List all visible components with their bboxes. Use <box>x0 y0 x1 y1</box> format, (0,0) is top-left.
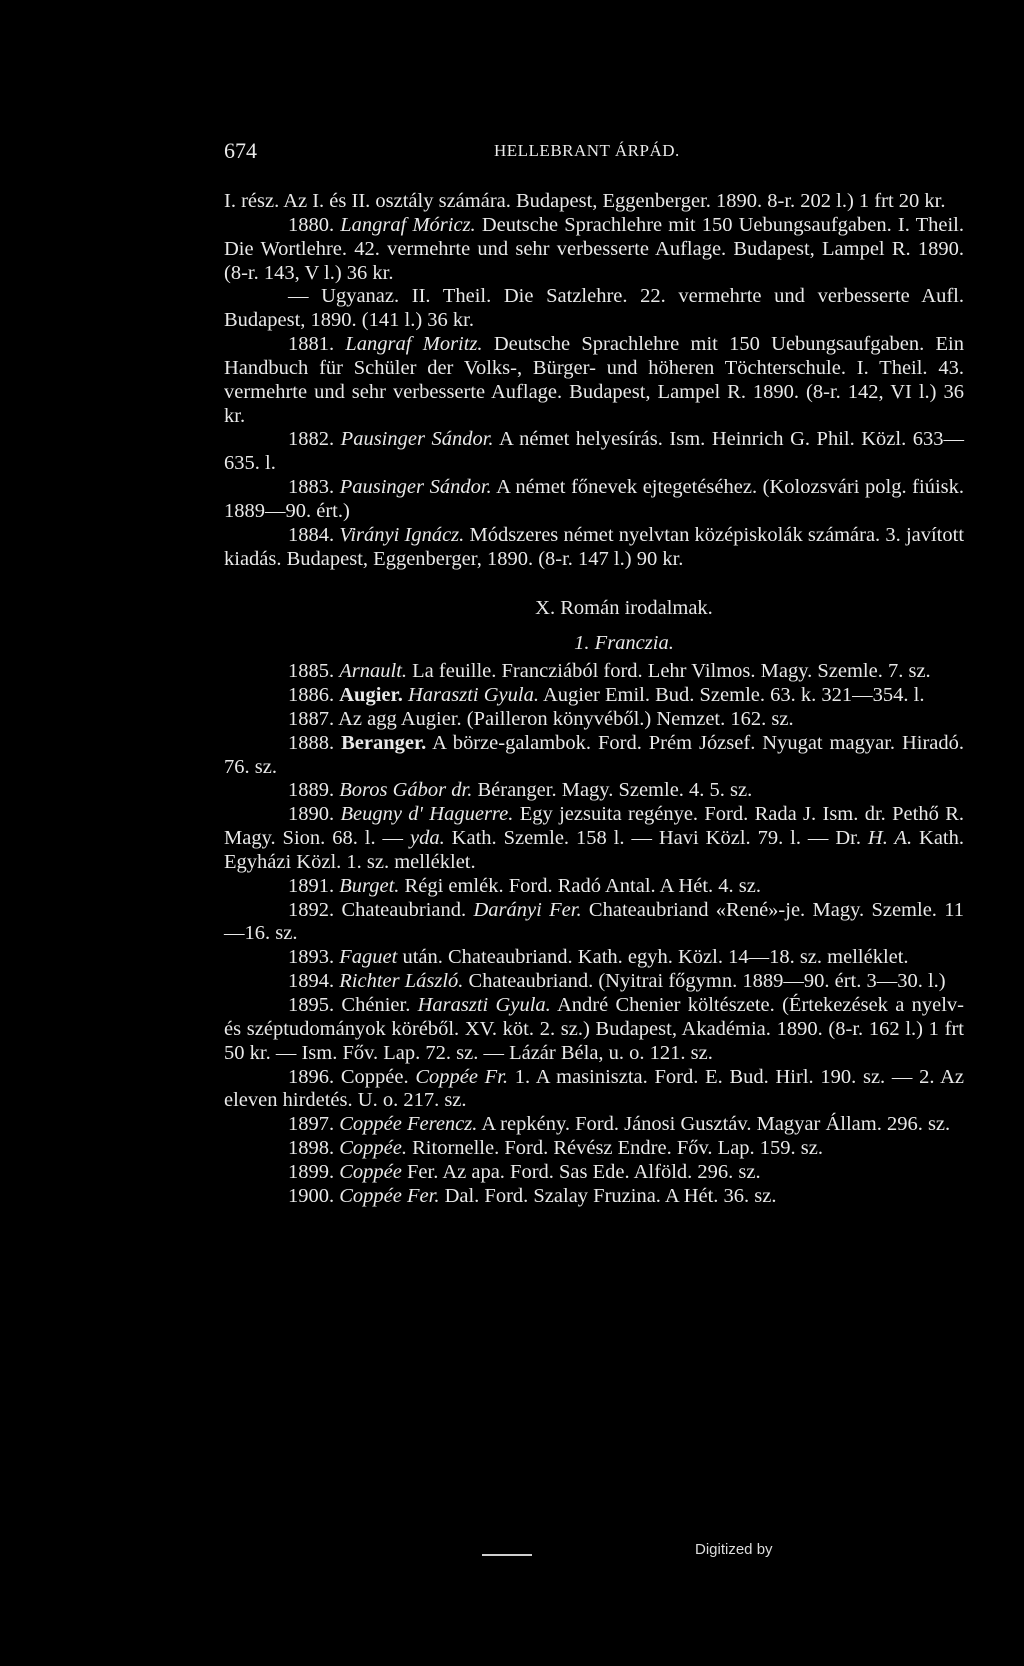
entry-1899: 1899. Coppée Fer. Az apa. Ford. Sas Ede. Alföld. 296. sz. <box>288 1160 761 1183</box>
entry-1885: 1885. Arnault. La feuille. Francziából ford. Lehr Vilmos. Magy. Szemle. 7. sz. <box>288 660 931 683</box>
subsection-title: 1. Franczia. <box>574 632 674 655</box>
entry-1892: 1892. Chateaubriand. Darányi Fer. Chateaubriand «René»-je. Magy. Szemle. 11—16. sz. <box>224 898 965 945</box>
footer-rule <box>482 1554 532 1556</box>
entry-1880: 1880. Langraf Móricz. Deutsche Sprachlehre mit 150 Uebungsaufgaben. I. Theil. Die Wortlehre. 42. vermehrte und sehr verbesserte Auflage. Budapest, Lampel R. 1890. (8-r. 143, V l.) 36 kr. <box>224 213 965 284</box>
entry-1893: 1893. Faguet után. Chateaubriand. Kath. egyh. Közl. 14—18. sz. melléklet. <box>288 946 909 969</box>
entry-1898: 1898. Coppée. Ritornelle. Ford. Révész Endre. Főv. Lap. 159. sz. <box>288 1137 823 1160</box>
entry-1886: 1886. Augier. Haraszti Gyula. Augier Emil. Bud. Szemle. 63. k. 321—354. l. <box>288 684 925 707</box>
entry-1891: 1891. Burget. Régi emlék. Ford. Radó Antal. A Hét. 4. sz. <box>288 874 761 897</box>
entry-1883: 1883. Pausinger Sándor. A német főnevek ejtegetéséhez. (Kolozsvári polg. fiúisk. 1889—90. ért.) <box>224 476 965 522</box>
running-head: HELLEBRANT ÁRPÁD. <box>494 141 680 160</box>
bibliography-text <box>224 190 964 1209</box>
page-number: 674 <box>224 138 257 163</box>
entry-1880-cont: — Ugyanaz. II. Theil. Die Satzlehre. 22. vermehrte und verbesserte Aufl. Budapest, 1890. (141 l.) 36 kr. <box>224 285 964 332</box>
entry-1895: 1895. Chénier. Haraszti Gyula. André Chenier költészete. (Értekezések a nyelv- és széptudományok köréből. XV. köt. 2. sz.) Budapest, Akadémia. 1890. (8-r. 162 l.) 1 frt 50 kr. — Ism. Főv. Lap. 72. sz. — Lázár Béla, u. o. 121. sz. <box>224 994 965 1064</box>
entry-1900: 1900. Coppée Fer. Dal. Ford. Szalay Fruzina. A Hét. 36. sz. <box>288 1184 777 1207</box>
entry-1881: 1881. Langraf Moritz. Deutsche Sprachlehre mit 150 Uebungsaufgaben. Ein Handbuch für Schüler der Volks-, Bürger- und höheren Töchterschule. I. Theil. 43. vermehrte und sehr verbesserte Auflage. Budapest, Lampel R. 1890. (8-r. 142, VI l.) 36 kr. <box>224 333 965 427</box>
entry-continuation: I. rész. Az I. és II. osztály számára. Budapest, Eggenberger. 1890. 8-r. 202 l.) 1 frt 20 kr. <box>224 190 946 212</box>
page-header <box>224 138 964 168</box>
section-title: X. Román irodalmak. <box>535 596 713 619</box>
entry-1890: 1890. Beugny d' Haguerre. Egy jezsuita regénye. Ford. Rada J. Ism. dr. Pethő R. Magy. Sion. 68. l. — yda. Kath. Szemle. 158 l. — Havi Közl. 79. l. — Dr. H. A. Kath. Egyházi Közl. 1. sz. melléklet. <box>224 803 964 873</box>
entry-1897: 1897. Coppée Ferencz. A repkény. Ford. Jánosi Gusztáv. Magyar Állam. 296. sz. <box>288 1113 951 1136</box>
digitized-by-label: Digitized by <box>695 1541 773 1558</box>
entry-1896: 1896. Coppée. Coppée Fr. 1. A masiniszta. Ford. E. Bud. Hirl. 190. sz. — 2. Az eleven hirdetés. U. o. 217. sz. <box>224 1065 964 1112</box>
entry-1889: 1889. Boros Gábor dr. Béranger. Magy. Szemle. 4. 5. sz. <box>288 779 753 802</box>
entry-1888: 1888. Beranger. A börze-galambok. Ford. Prém József. Nyugat magyar. Hiradó. 76. sz. <box>224 731 965 778</box>
entry-1884: 1884. Virányi Ignácz. Módszeres német nyelvtan középiskolák számára. 3. javított kiadás. Budapest, Eggenberger, 1890. (8-r. 147 l.) 90 kr. <box>224 523 965 570</box>
entry-1882: 1882. Pausinger Sándor. A német helyesírás. Ism. Heinrich G. Phil. Közl. 633—635. l. <box>224 428 964 475</box>
entry-1894: 1894. Richter László. Chateaubriand. (Nyitrai főgymn. 1889—90. ért. 3—30. l.) <box>288 970 946 993</box>
entry-1887: 1887. Az agg Augier. (Pailleron könyvéből.) Nemzet. 162. sz. <box>288 707 794 730</box>
